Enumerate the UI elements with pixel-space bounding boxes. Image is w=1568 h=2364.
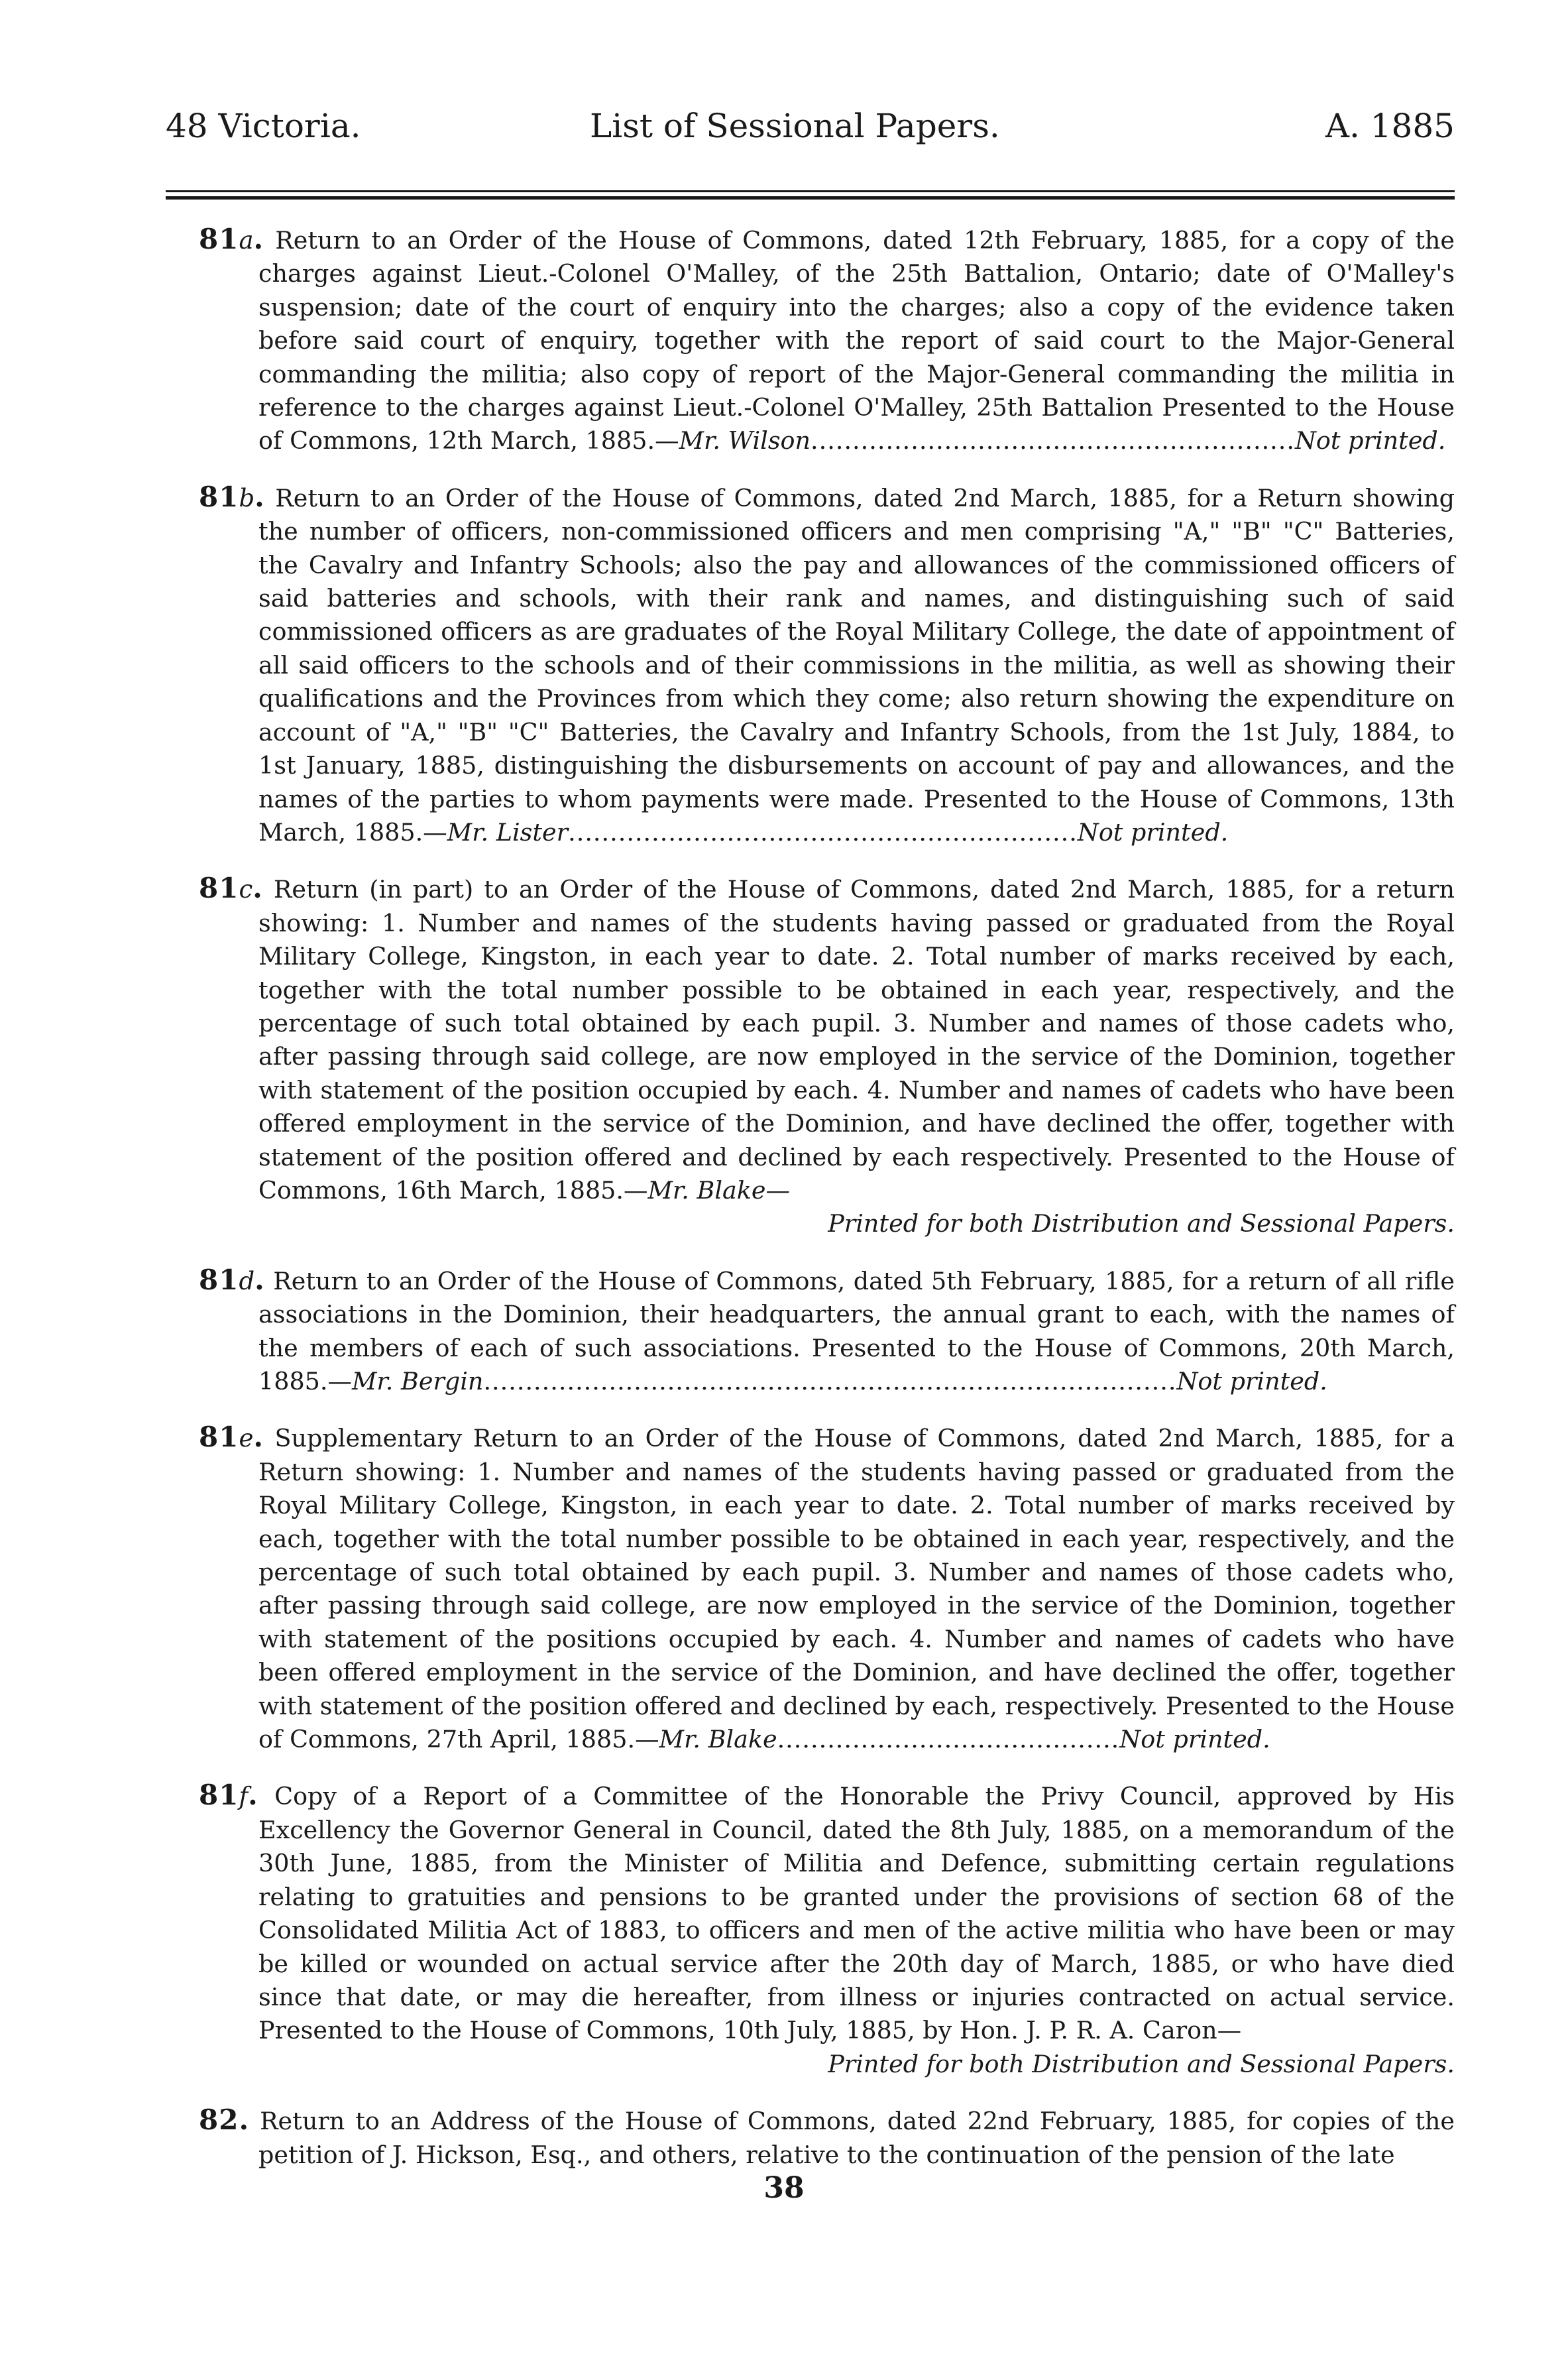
paper-number: 81c. bbox=[199, 872, 263, 905]
header-session: 48 Victoria. bbox=[166, 107, 361, 145]
paper-status: Not printed. bbox=[1119, 1725, 1270, 1754]
paper-description: Return (in part) to an Order of the House of Commons, dated 2nd March, 1885, for a return showing: 1. Number and names of the students having passed or graduated from the Royal Military College, Kingston, in each year to date. 2. Total number of marks received by each, together with the total number possible to be obtained in each year, respectively, and the percentage of such total obtained by each pupil. 3. Number and names of those cadets who, after passing through said college, are now employed in the service of the Dominion, together with statement of the position occupied by each. 4. Number and names of cadets who have been offered employment in the service of the Dominion, and have declined the offer, together with statement of the position offered and declined by each respectively. Presented to the House of Commons, 16th March, 1885.— bbox=[258, 875, 1455, 1205]
paper-mover: Mr. Blake bbox=[659, 1725, 777, 1754]
paper-description: Return to an Order of the House of Commons, dated 5th February, 1885, for a return of all rifle associations in the Dominion, their headquarters, the annual grant to each, with the names of the members of each of such associations. Presented to the House of Commons, 20th March, 1885.— bbox=[258, 1266, 1455, 1395]
paper-entry-81e bbox=[199, 1421, 1455, 1756]
paper-status: Not printed. bbox=[1176, 1367, 1327, 1395]
paper-description: Return to an Order of the House of Commons, dated 2nd March, 1885, for a Return showing the number of officers, non-commissioned officers and men comprising "A," "B" "C" Batteries, the Cavalry and Infantry Schools; also the pay and allowances of the commissioned officers of said batteries and schools, with their rank and names, and distinguishing such of said commissioned officers as are graduates of the Royal Military College, the date of appointment of all said officers to the schools and of their commissions in the militia, as well as showing their qualifications and the Provinces from which they come; also return showing the expenditure on account of "A," "B" "C" Batteries, the Cavalry and Infantry Schools, from the 1st July, 1884, to 1st January, 1885, distinguishing the disbursements on account of pay and allowances, and the names of the parties to whom payments were made. Presented to the House of Commons, 13th March, 1885.— bbox=[258, 483, 1455, 847]
dot-leader: ......................................... bbox=[777, 1725, 1120, 1754]
paper-number: 82. bbox=[199, 2103, 250, 2137]
dot-leader: .......................................................... bbox=[811, 426, 1295, 455]
header-rule-thin bbox=[166, 190, 1455, 192]
paper-number: 81d. bbox=[199, 1263, 265, 1296]
sessional-paper-list bbox=[199, 223, 1455, 2194]
paper-description: Supplementary Return to an Order of the House of Commons, dated 2nd March, 1885, for a Return showing: 1. Number and names of the students having passed or graduated from the Royal Military College, Kingston, in each year to date. 2. Total number of marks received by each, together with the total number possible to be obtained in each year, respectively, and the percentage of such total obtained by each pupil. 3. Number and names of those cadets who, after passing through said college, are now employed in the service of the Dominion, together with statement of the positions occupied by each. 4. Number and names of cadets who have been offered employment in the service of the Dominion, and have declined the offer, together with statement of the position offered and declined by each, respectively. Presented to the House of Commons, 27th April, 1885.— bbox=[258, 1424, 1455, 1754]
paper-number: 81b. bbox=[199, 480, 265, 513]
paper-entry-81f bbox=[199, 1779, 1455, 2081]
paper-entry-81d bbox=[199, 1264, 1455, 1399]
header-rule-thick bbox=[166, 196, 1455, 200]
paper-status: Not printed. bbox=[1294, 426, 1446, 455]
paper-number: 81a. bbox=[199, 223, 264, 255]
paper-entry-81b bbox=[199, 481, 1455, 849]
paper-description: Return to an Address of the House of Commons, dated 22nd February, 1885, for copies of the petition of J. Hickson, Esq., and others, relative to the continuation of the pension of the late bbox=[258, 2107, 1455, 2169]
paper-mover: Mr. Wilson bbox=[679, 426, 811, 455]
paper-number: 81e. bbox=[199, 1421, 264, 1454]
printed-for-note: Printed for both Distribution and Sessional Papers. bbox=[828, 1209, 1455, 1238]
header-title: List of Sessional Papers. bbox=[590, 107, 1000, 145]
paper-entry-81c bbox=[199, 872, 1455, 1240]
paper-entry-81a bbox=[199, 223, 1455, 458]
dot-leader: ................................................................................... bbox=[483, 1367, 1177, 1395]
paper-mover: Mr. Blake— bbox=[647, 1175, 790, 1205]
dot-leader: ............................................................. bbox=[568, 817, 1078, 847]
printed-for-note: Printed for both Distribution and Sessional Papers. bbox=[828, 2049, 1455, 2078]
running-header bbox=[166, 99, 1455, 152]
page-number: 38 bbox=[763, 2171, 805, 2205]
paper-description: Return to an Order of the House of Commons, dated 12th February, 1885, for a copy of the charges against Lieut.-Colonel O'Malley, of the 25th Battalion, Ontario; date of O'Malley's suspension; date of the court of enquiry into the charges; also a copy of the evidence taken before said court of enquiry, together with the report of said court to the Major-General commanding the militia; also copy of report of the Major-General commanding the militia in reference to the charges against Lieut.-Colonel O'Malley, 25th Battalion Presented to the House of Commons, 12th March, 1885.— bbox=[258, 226, 1455, 455]
paper-mover: Mr. Lister bbox=[447, 817, 569, 847]
paper-mover: Mr. Bergin bbox=[352, 1367, 484, 1395]
paper-description: Copy of a Report of a Committee of the Honorable the Privy Council, approved by His Excellency the Governor General in Council, dated the 8th July, 1885, on a memorandum of the 30th June, 1885, from the Minister of Militia and Defence, submitting certain regulations relating to gratuities and pensions to be granted under the provisions of section 68 of the Consolidated Militia Act of 1883, to officers and men of the active militia who have been or may be killed or wounded on actual service after the 20th day of March, 1885, or who have died since that date, or may die hereafter, from illness or injuries contracted on actual service. Presented to the House of Commons, 10th July, 1885, by Hon. J. P. R. A. Caron— bbox=[258, 1782, 1455, 2045]
paper-entry-82 bbox=[199, 2103, 1455, 2172]
header-year: A. 1885 bbox=[1325, 107, 1455, 145]
paper-status: Not printed. bbox=[1077, 817, 1229, 847]
paper-number: 81f. bbox=[199, 1779, 258, 1812]
